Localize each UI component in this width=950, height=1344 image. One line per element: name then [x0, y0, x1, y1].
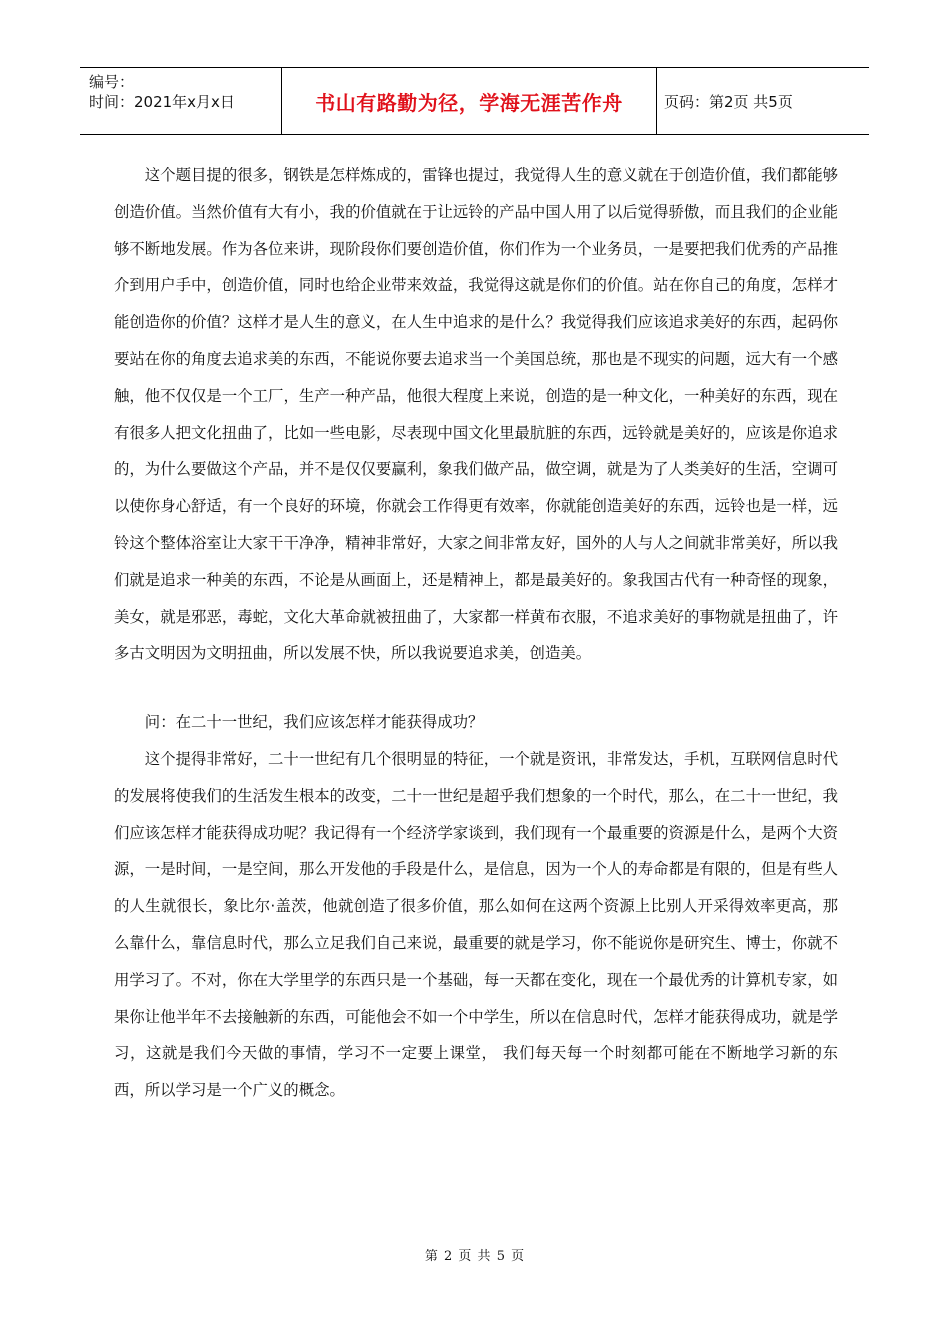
date-label: 时间：2021年x月x日 — [89, 93, 235, 111]
page-footer: 第 2 页 共 5 页 — [424, 1249, 526, 1264]
serial-number-label: 编号： — [89, 73, 135, 91]
body-paragraph-2: 这个提得非常好，二十一世纪有几个很明显的特征，一个就是资讯，非常发达，手机，互联网信息时代的发展将使我们的生活发生根本的改变，二十一世纪是超乎我们想象的一个时代，那么，在二十一世纪，我们应该怎样才能获得成功呢？我记得有一个经济学家谈到，我们现有一个最重要的资源是什么，是两个大资源，一是时间，一是空间，那么开发他的手段是什么，是信息，因为一个人的寿命都是有限的，但是有些人的人生就很长，象比尔·盖茨，他就创造了很多价值，那么如何在这两个资源上比别人开采得效率更高，那么靠什么，靠信息时代，那么立足我们自己来说，最重要的就是学习，你不能说你是研究生、博士，你就不用学习了。不对，你在大学里学的东西只是一个基础，每一天都在变化，现在一个最优秀的计算机专家，如果你让他半年不去接触新的东西，可能他会不如一个中学生，所以在信息时代，怎样才能获得成功，就是学习，这就是我们今天做的事情，学习不一定要上课堂， 我们每天每一个时刻都可能在不断地学习新的东西，所以学习是一个广义的概念。 — [114, 749, 838, 1100]
header-page-info: 页码：第2页 共5页 — [664, 92, 793, 111]
document-body — [114, 157, 838, 1109]
body-paragraph-1: 这个题目提的很多，钢铁是怎样炼成的，雷锋也提过，我觉得人生的意义就在于创造价值，我们都能够创造价值。当然价值有大有小，我的价值就在于让远铃的产品中国人用了以后觉得骄傲，而且我们的企业能够不断地发展。作为各位来讲，现阶段你们要创造价值，你们作为一个业务员，一是要把我们优秀的产品推介到用户手中，创造价值，同时也给企业带来效益，我觉得这就是你们的价值。站在你自己的角度，怎样才能创造你的价值？这样才是人生的意义，在人生中追求的是什么？我觉得我们应该追求美好的东西，起码你要站在你的角度去追求美的东西，不能说你要去追求当一个美国总统，那也是不现实的问题，远大有一个感触，他不仅仅是一个工厂，生产一种产品，他很大程度上来说，创造的是一种文化，一种美好的东西，现在有很多人把文化扭曲了，比如一些电影，尽表现中国文化里最肮脏的东西，远铃就是美好的，应该是你追求的，为什么要做这个产品，并不是仅仅要赢利，象我们做产品，做空调，就是为了人类美好的生活，空调可以使你身心舒适，有一个良好的环境，你就会工作得更有效率，你就能创造美好的东西，远铃也是一样，远铃这个整体浴室让大家干干净净，精神非常好，大家之间非常友好，国外的人与人之间就非常美好，所以我们就是追求一种美的东西，不论是从画面上，还是精神上，都是最美好的。象我国古代有一种奇怪的现象，美女，就是邪恶，毒蛇，文化大革命就被扭曲了，大家都一样黄布衣服，不追求美好的事物就是扭曲了，许多古文明因为文明扭曲，所以发展不快，所以我说要追求美，创造美。 — [114, 166, 838, 663]
header-right-cell — [657, 68, 869, 134]
document-header — [80, 67, 869, 135]
header-middle-cell — [282, 68, 657, 134]
header-left-cell — [80, 68, 282, 134]
header-motto: 书山有路勤为径，学海无涯苦作舟 — [315, 90, 623, 115]
question-heading: 问：在二十一世纪，我们应该怎样才能获得成功？ — [144, 713, 484, 732]
